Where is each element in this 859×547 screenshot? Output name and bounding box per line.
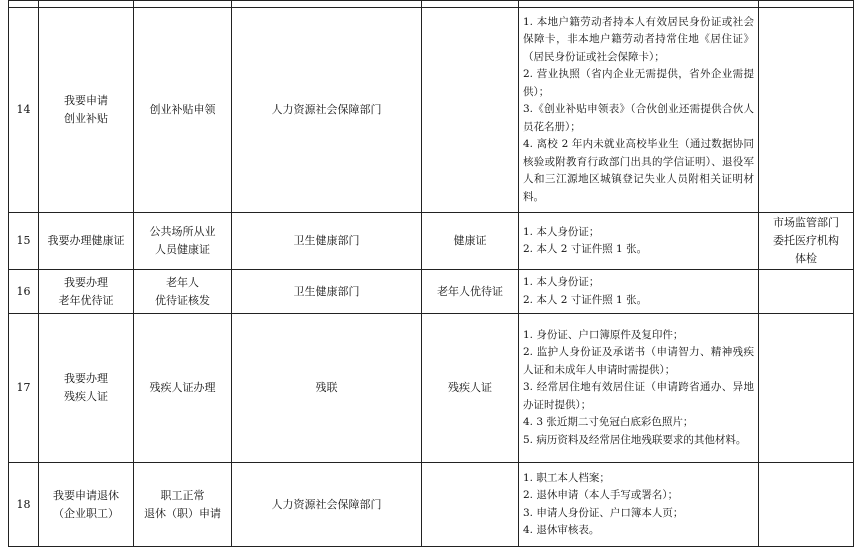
table-top-strip bbox=[9, 1, 854, 8]
department-cell: 人力资源社会保障部门 bbox=[232, 463, 422, 547]
remark-cell bbox=[759, 213, 854, 270]
materials-cell bbox=[519, 8, 759, 213]
strip-cell bbox=[9, 1, 39, 8]
table-row bbox=[9, 8, 854, 213]
material-line: 3. 经常居住地有效居住证（申请跨省通办、异地办证时提供）； bbox=[523, 381, 754, 411]
table-body bbox=[9, 1, 854, 547]
strip-cell bbox=[39, 1, 134, 8]
strip-cell bbox=[519, 1, 759, 8]
materials-cell bbox=[519, 314, 759, 463]
remark-line: 体检 bbox=[795, 252, 817, 265]
service-item-cell bbox=[134, 213, 232, 270]
service-matters-table bbox=[8, 0, 854, 547]
material-line: 5. 病历资料及经常居住地残联要求的其他材料。 bbox=[523, 433, 747, 446]
service-item-cell bbox=[134, 270, 232, 314]
certificate-cell: 老年人优待证 bbox=[422, 270, 519, 314]
service-item-line: 创业补贴申领 bbox=[149, 103, 216, 116]
material-line: 4. 退休审核表。 bbox=[523, 524, 600, 536]
table-row bbox=[9, 463, 854, 547]
matter-line: 我要申请 bbox=[64, 94, 108, 107]
matter-line: （企业职工） bbox=[53, 506, 119, 520]
certificate-cell: 残疾人证 bbox=[422, 314, 519, 463]
material-line: 2. 本人 2 寸证件照 1 张。 bbox=[523, 293, 648, 306]
department-cell: 卫生健康部门 bbox=[232, 213, 422, 270]
row-number-cell: 18 bbox=[9, 463, 39, 547]
service-item-line: 职工正常 bbox=[160, 488, 205, 502]
service-item-cell bbox=[134, 314, 232, 463]
table-row bbox=[9, 270, 854, 314]
row-number-cell: 14 bbox=[9, 8, 39, 213]
remark-cell bbox=[759, 270, 854, 314]
certificate-cell bbox=[422, 463, 519, 547]
matter-line: 创业补贴 bbox=[64, 112, 108, 125]
matter-line: 我要申请退休 bbox=[53, 488, 119, 502]
material-line: 4. 3 张近期二寸免冠白底彩色照片； bbox=[523, 416, 694, 429]
matter-cell bbox=[39, 463, 134, 547]
service-item-cell bbox=[134, 463, 232, 547]
strip-cell bbox=[232, 1, 422, 8]
material-line: 2. 营业执照（省内企业无需提供，省外企业需提供）； bbox=[523, 68, 754, 98]
matter-cell bbox=[39, 270, 134, 314]
materials-cell bbox=[519, 213, 759, 270]
department-cell: 人力资源社会保障部门 bbox=[232, 8, 422, 213]
row-number-cell: 16 bbox=[9, 270, 39, 314]
matter-line: 我要办理 bbox=[64, 275, 108, 289]
remark-line: 市场监管部门 bbox=[773, 216, 839, 229]
material-line: 1. 本人身份证； bbox=[523, 276, 600, 288]
material-line: 2. 本人 2 寸证件照 1 张。 bbox=[523, 243, 648, 255]
material-line: 1. 职工本人档案； bbox=[523, 471, 610, 484]
service-item-line: 公共场所从业 bbox=[149, 225, 216, 238]
material-line: 3.《创业补贴申领表》（合伙创业还需提供合伙人员花名册）； bbox=[523, 103, 754, 133]
material-line: 1. 本人身份证； bbox=[523, 225, 600, 238]
materials-cell bbox=[519, 270, 759, 314]
certificate-cell: 健康证 bbox=[422, 213, 519, 270]
service-item-line: 老年人 bbox=[166, 275, 199, 289]
material-line: 1. 身份证、户口簿原件及复印件； bbox=[523, 328, 684, 341]
strip-cell bbox=[422, 1, 519, 8]
matter-line: 残疾人证 bbox=[64, 390, 108, 403]
material-line: 2. 监护人身份证及承诺书（申请智力、精神残疾人证和未成年人申请时需提供）； bbox=[523, 346, 754, 376]
table-row bbox=[9, 314, 854, 463]
material-line: 3. 申请人身份证、户口簿本人页； bbox=[523, 506, 684, 519]
strip-cell bbox=[759, 1, 854, 8]
department-cell: 残联 bbox=[232, 314, 422, 463]
row-number-cell: 15 bbox=[9, 213, 39, 270]
material-line: 1. 本地户籍劳动者持本人有效居民身份证或社会保障卡，非本地户籍劳动者持常住地《居住证》（居民身份证或社会保障卡）； bbox=[523, 15, 754, 63]
remark-cell bbox=[759, 463, 854, 547]
strip-cell bbox=[134, 1, 232, 8]
matter-line: 我要办理健康证 bbox=[47, 234, 125, 247]
service-item-cell bbox=[134, 8, 232, 213]
service-item-line: 退休（职）申请 bbox=[144, 506, 221, 520]
remark-line: 委托医疗机构 bbox=[773, 234, 839, 247]
service-item-line: 人员健康证 bbox=[155, 243, 210, 256]
materials-cell bbox=[519, 463, 759, 547]
matter-line: 我要办理 bbox=[64, 372, 108, 385]
matter-cell bbox=[39, 314, 134, 463]
service-item-line: 残疾人证办理 bbox=[149, 381, 216, 394]
department-cell: 卫生健康部门 bbox=[232, 270, 422, 314]
remark-cell bbox=[759, 8, 854, 213]
matter-cell bbox=[39, 213, 134, 270]
material-line: 4. 离校 2 年内未就业高校毕业生（通过数据协同核验或附教育行政部门出具的学信证明）、退役军人和三江源地区城镇登记失业人员附相关证明材料。 bbox=[523, 138, 754, 203]
remark-cell bbox=[759, 314, 854, 463]
certificate-cell bbox=[422, 8, 519, 213]
row-number-cell: 17 bbox=[9, 314, 39, 463]
material-line: 2. 退休申请（本人手写或署名）； bbox=[523, 489, 679, 501]
table-row bbox=[9, 213, 854, 270]
matter-line: 老年优待证 bbox=[58, 293, 114, 307]
matter-cell bbox=[39, 8, 134, 213]
service-item-line: 优待证核发 bbox=[155, 293, 210, 307]
